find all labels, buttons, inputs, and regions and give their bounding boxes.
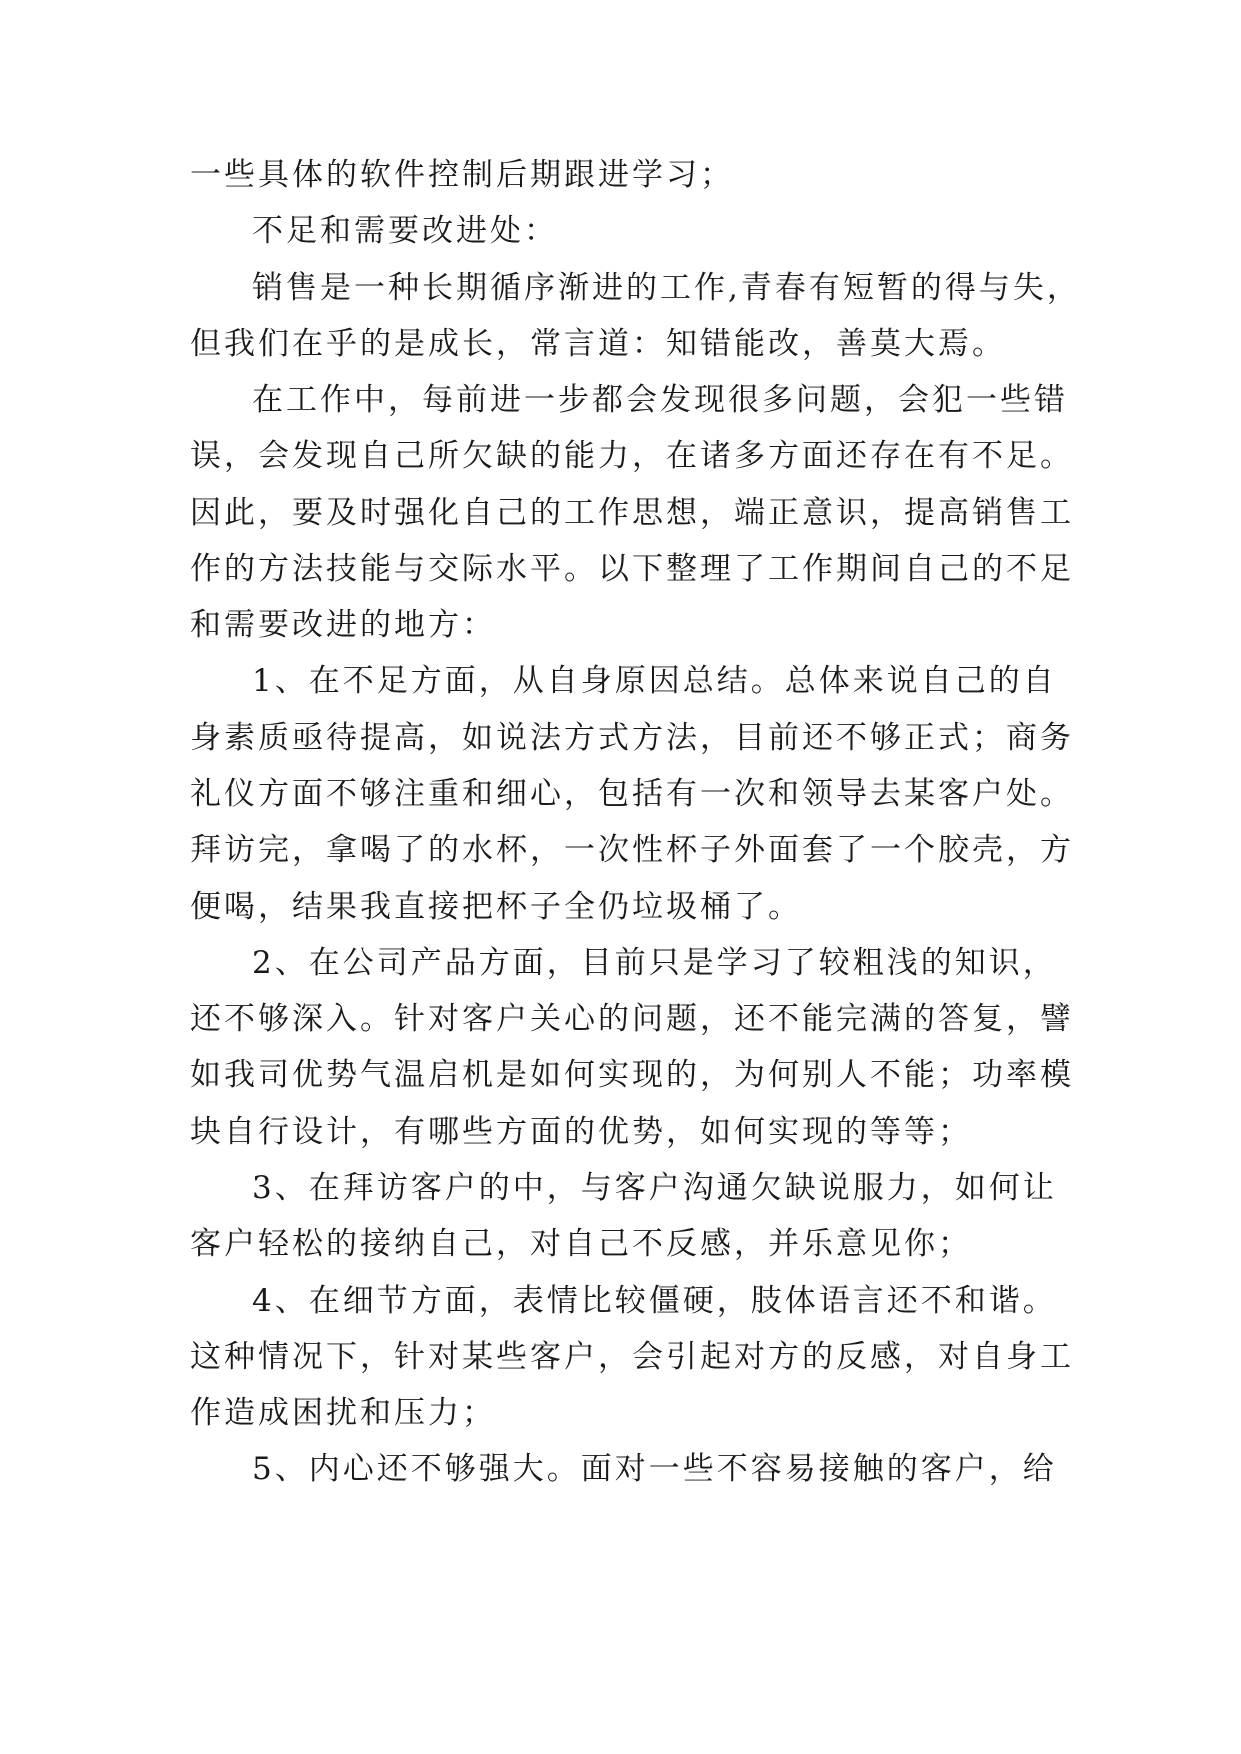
list-item-1-line-2: 身素质亟待提高，如说法方式方法，目前还不够正式；商务 <box>190 720 1074 756</box>
list-item-1-line-3: 礼仪方面不够注重和细心，包括有一次和领导去某客户处。 <box>190 776 1074 812</box>
list-item-2-line-1: 2、在公司产品方面，目前只是学习了较粗浅的知识， <box>252 945 1057 981</box>
list-item-5-line-1: 5、内心还不够强大。面对一些不容易接触的客户，给 <box>252 1451 1057 1487</box>
text-line-1: 一些具体的软件控制后期跟进学习； <box>190 157 734 193</box>
list-item-3-line-1: 3、在拜访客户的中，与客户沟通欠缺说服力，如何让 <box>252 1170 1057 1206</box>
list-item-3-line-2: 客户轻松的接纳自己，对自己不反感，并乐意见你； <box>190 1226 972 1262</box>
text-line-5: 在工作中，每前进一步都会发现很多问题，会犯一些错 <box>252 382 1068 418</box>
list-item-4-line-3: 作造成困扰和压力； <box>190 1395 496 1431</box>
list-item-1-line-4: 拜访完，拿喝了的水杯，一次性杯子外面套了一个胶壳，方 <box>190 832 1074 868</box>
list-item-2-line-4: 块自行设计，有哪些方面的优势，如何实现的等等； <box>190 1114 972 1150</box>
list-item-2-line-2: 还不够深入。针对客户关心的问题，还不能完满的答复，譬 <box>190 1001 1074 1037</box>
section-heading: 不足和需要改进处： <box>252 213 558 249</box>
text-line-7: 因此，要及时强化自己的工作思想，端正意识，提高销售工 <box>190 495 1074 531</box>
list-item-2-line-3: 如我司优势气温启机是如何实现的，为何别人不能；功率模 <box>190 1057 1074 1093</box>
text-line-9: 和需要改进的地方： <box>190 607 496 643</box>
list-item-1-line-1: 1、在不足方面，从自身原因总结。总体来说自己的自 <box>252 663 1057 699</box>
list-item-4-line-2: 这种情况下，针对某些客户，会引起对方的反感，对自身工 <box>190 1339 1074 1375</box>
text-line-3: 销售是一种长期循序渐进的工作,青春有短暂的得与失， <box>252 270 1081 306</box>
list-item-4-line-1: 4、在细节方面，表情比较僵硬，肢体语言还不和谐。 <box>252 1283 1057 1319</box>
list-item-1-line-5: 便喝，结果我直接把杯子全仍垃圾桶了。 <box>190 889 802 925</box>
text-line-4: 但我们在乎的是成长，常言道：知错能改，善莫大焉。 <box>190 326 1006 362</box>
text-line-6: 误，会发现自己所欠缺的能力，在诸多方面还存在有不足。 <box>190 438 1074 474</box>
text-line-8: 作的方法技能与交际水平。以下整理了工作期间自己的不足 <box>190 551 1074 587</box>
